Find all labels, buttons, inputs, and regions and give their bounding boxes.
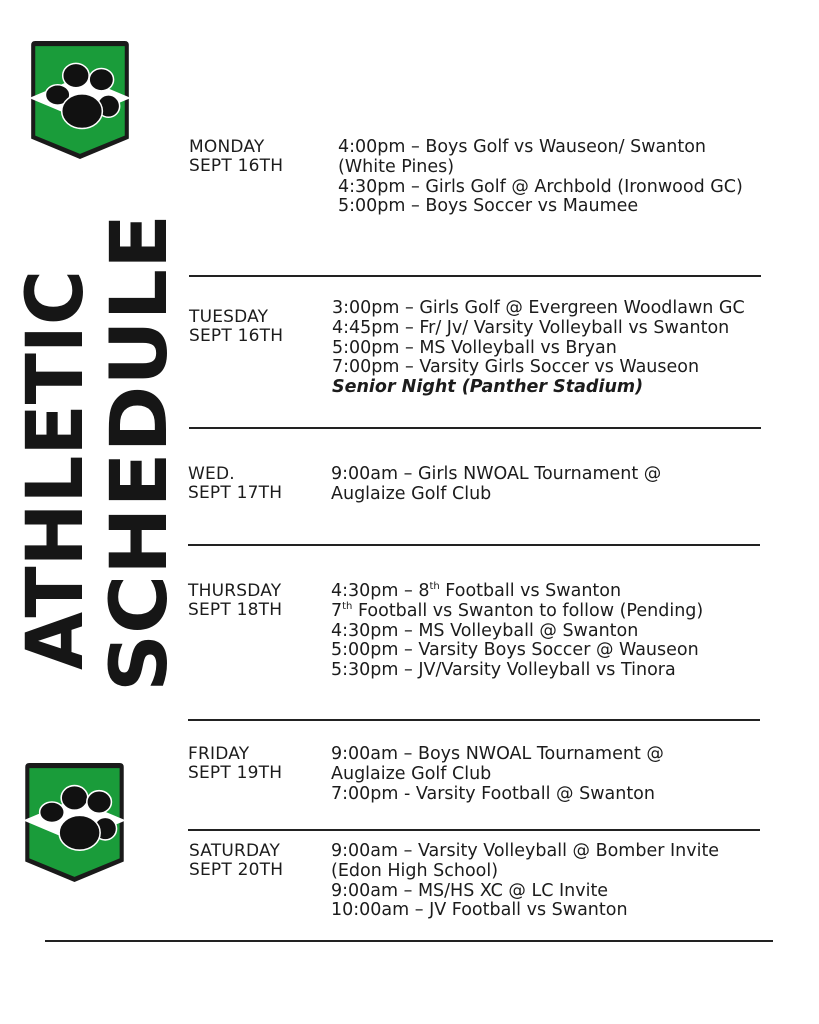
paw-logo-bottom xyxy=(23,763,126,883)
day-date: SEPT 19TH xyxy=(188,763,283,783)
event-item: 4:30pm – MS Volleyball @ Swanton xyxy=(331,620,639,641)
event-list xyxy=(338,138,768,217)
event-item: 9:00am – Girls NWOAL Tournament @ Auglaize Golf Club xyxy=(331,464,662,504)
paw-print-icon xyxy=(23,763,126,883)
day-date: SEPT 16TH xyxy=(189,156,284,176)
day-label xyxy=(189,308,329,346)
event-list xyxy=(331,582,801,681)
event-item: 7th Football vs Swanton to follow (Pending) xyxy=(331,600,704,621)
event-item: 4:00pm – Boys Golf vs Wauseon/ Swanton (White Pines) xyxy=(338,137,707,177)
event-list xyxy=(332,299,802,398)
divider xyxy=(45,940,773,942)
day-name: TUESDAY xyxy=(189,307,269,327)
event-note: Senior Night (Panther Stadium) xyxy=(332,377,644,398)
paw-print-icon xyxy=(29,41,131,160)
day-name: WED. xyxy=(188,464,235,484)
event-item: 5:30pm – JV/Varsity Volleyball vs Tinora xyxy=(331,660,676,681)
event-item: 5:00pm – Boys Soccer vs Maumee xyxy=(338,196,639,217)
divider xyxy=(189,275,761,277)
day-name: MONDAY xyxy=(189,137,265,157)
event-item: 4:45pm – Fr/ Jv/ Varsity Volleyball vs Swanton xyxy=(332,317,730,338)
event-list xyxy=(331,842,731,921)
day-label xyxy=(189,842,329,880)
divider xyxy=(189,427,761,429)
event-item: 5:00pm – Varsity Boys Soccer @ Wauseon xyxy=(331,640,699,661)
divider xyxy=(188,719,760,721)
title-schedule: SCHEDULE xyxy=(95,228,185,692)
divider xyxy=(188,544,760,546)
event-item: 7:00pm - Varsity Football @ Swanton xyxy=(331,783,655,804)
event-item: 4:30pm – 8th Football vs Swanton xyxy=(331,581,622,601)
day-name: SATURDAY xyxy=(189,841,281,861)
title-athletic: ATHLETIC xyxy=(11,254,101,670)
day-label xyxy=(188,465,328,503)
day-label xyxy=(189,138,329,176)
divider xyxy=(188,829,760,831)
vertical-title xyxy=(10,210,185,695)
event-item: 7:00pm – Varsity Girls Soccer vs Wauseon xyxy=(332,357,700,378)
day-name: THURSDAY xyxy=(188,581,282,601)
day-label xyxy=(188,582,328,620)
event-list xyxy=(331,465,731,505)
event-list xyxy=(331,745,731,804)
day-label xyxy=(188,745,328,783)
day-date: SEPT 17TH xyxy=(188,483,283,503)
day-date: SEPT 18TH xyxy=(188,600,283,620)
event-item: 4:30pm – Girls Golf @ Archbold (Ironwood GC) xyxy=(338,176,743,197)
event-item: 3:00pm – Girls Golf @ Evergreen Woodlawn GC xyxy=(332,298,745,318)
event-item: 9:00am – Varsity Volleyball @ Bomber Invite (Edon High School) xyxy=(331,841,720,881)
event-item: 9:00am – MS/HS XC @ LC Invite xyxy=(331,880,609,901)
day-name: FRIDAY xyxy=(188,744,250,764)
day-date: SEPT 16TH xyxy=(189,326,284,346)
paw-logo-top xyxy=(29,41,131,160)
event-item: 9:00am – Boys NWOAL Tournament @ Auglaize Golf Club xyxy=(331,744,664,784)
event-item: 10:00am – JV Football vs Swanton xyxy=(331,900,628,921)
event-item: 5:00pm – MS Volleyball vs Bryan xyxy=(332,337,617,358)
day-date: SEPT 20TH xyxy=(189,860,284,880)
